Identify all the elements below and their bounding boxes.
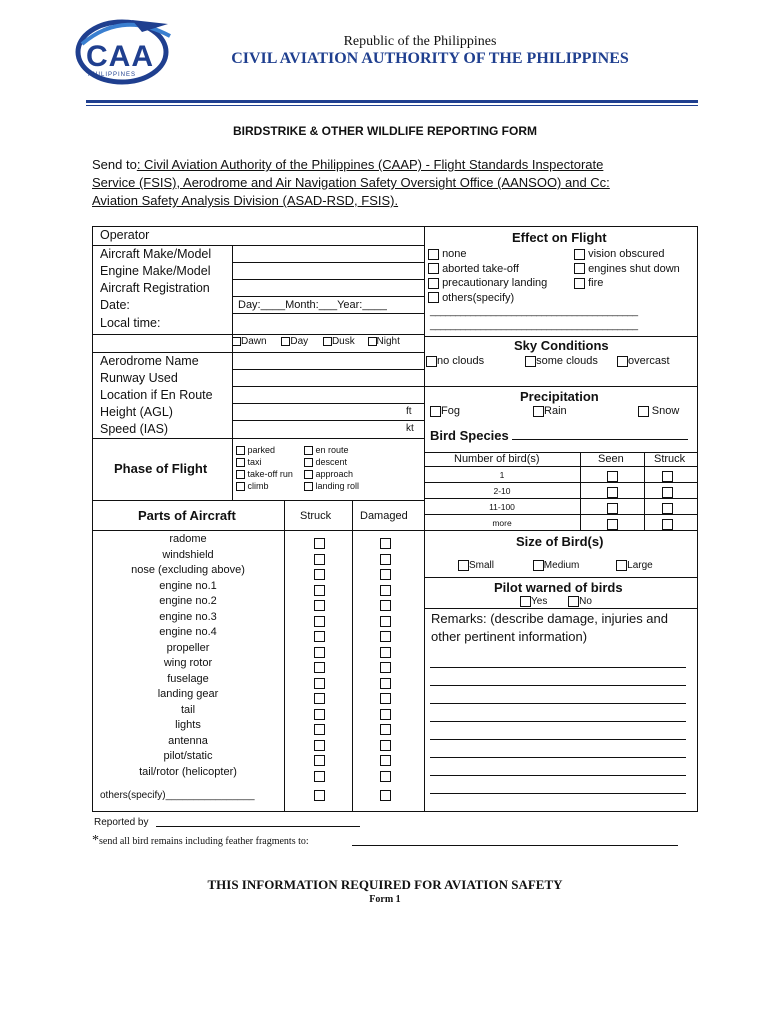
landing-roll-label: landing roll	[315, 481, 360, 491]
species-row-4: more	[492, 518, 512, 528]
sky-options	[426, 355, 670, 367]
damaged-checkbox[interactable]	[380, 678, 391, 689]
day-label: Day	[290, 336, 309, 347]
effect-engines-checkbox[interactable]	[574, 263, 585, 274]
struck-checkbox[interactable]	[314, 740, 325, 751]
pilot-options	[520, 596, 592, 607]
note-text: send all bird remains including feather fragments to:	[99, 836, 309, 847]
remains-address-input[interactable]	[352, 834, 678, 846]
logo-text: CAA	[86, 40, 154, 73]
night-checkbox[interactable]	[368, 337, 377, 346]
seen-checkbox[interactable]	[607, 519, 618, 530]
part-engine-1: engine no.1	[159, 579, 217, 592]
height-unit: ft	[406, 406, 412, 417]
remarks-line2: other pertinent information)	[431, 629, 588, 644]
struck-checkbox[interactable]	[314, 538, 325, 549]
part-radome: radome	[169, 533, 207, 545]
medium-label: Medium	[543, 560, 580, 572]
damaged-checkboxes	[380, 535, 394, 803]
effect-none-label: none	[442, 248, 467, 260]
time-options	[232, 336, 400, 347]
parts-list	[92, 532, 284, 780]
effect-blank-1[interactable]: _________________________________________	[430, 306, 638, 317]
damaged-checkbox[interactable]	[380, 693, 391, 704]
aerodrome-label: Aerodrome Name	[100, 354, 199, 368]
part-engine-4: engine no.4	[159, 626, 217, 638]
send-to-line1: : Civil Aviation Authority of the Philippines (CAAP) - Flight Standards Inspectorate	[136, 157, 604, 172]
engine-make-label: Engine Make/Model	[100, 264, 211, 278]
overcast-label: overcast	[627, 355, 670, 367]
species-input[interactable]	[512, 428, 688, 440]
effect-fire-checkbox[interactable]	[574, 278, 585, 289]
damaged-checkbox[interactable]	[380, 600, 391, 611]
effect-aborted-label: aborted take-off	[442, 262, 519, 275]
remains-note	[92, 833, 309, 849]
struck-checkbox[interactable]	[314, 755, 325, 766]
damaged-checkbox[interactable]	[380, 755, 391, 766]
effect-title: Effect on Flight	[512, 230, 607, 245]
en-route-label: en route	[315, 445, 349, 455]
effect-blank-2[interactable]: _________________________________________	[430, 320, 638, 331]
climb-checkbox[interactable]	[236, 482, 245, 491]
damaged-checkbox[interactable]	[380, 709, 391, 720]
effect-vision-checkbox[interactable]	[574, 249, 585, 260]
species-row-2: 2-10	[493, 486, 511, 496]
part-antenna: antenna	[168, 734, 208, 747]
damaged-checkbox[interactable]	[380, 724, 391, 735]
species-struck-checkbox[interactable]	[662, 487, 673, 498]
location-label: Location if En Route	[100, 388, 213, 402]
struck-checkbox[interactable]	[314, 693, 325, 704]
form-title: BIRDSTRIKE & OTHER WILDLIFE REPORTING FORM	[233, 124, 537, 138]
part-nose: nose (excluding above)	[131, 564, 245, 576]
damaged-checkbox[interactable]	[380, 740, 391, 751]
species-row-1: 1	[499, 470, 505, 480]
damaged-checkbox-others[interactable]	[380, 790, 391, 801]
taxi-checkbox[interactable]	[236, 458, 245, 467]
large-checkbox[interactable]	[616, 560, 627, 571]
some-clouds-label: some clouds	[536, 355, 598, 367]
species-row-3: 11-100	[489, 502, 515, 512]
parts-others-label: others(specify)________________	[100, 790, 255, 801]
header-rule-thin	[86, 105, 698, 106]
pilot-no-label: No	[579, 596, 592, 608]
parked-checkbox[interactable]	[236, 446, 245, 455]
part-pilot-static: pilot/static	[163, 750, 213, 762]
required-notice: THIS INFORMATION REQUIRED FOR AVIATION SAFETY	[207, 877, 563, 892]
struck-checkbox[interactable]	[314, 678, 325, 689]
size-title: Size of Bird(s)	[516, 534, 604, 549]
reported-by-label: Reported by	[94, 817, 149, 828]
damaged-checkbox[interactable]	[380, 554, 391, 565]
seen-header: Seen	[598, 453, 624, 465]
taxi-label: taxi	[247, 457, 262, 467]
landing-roll-checkbox[interactable]	[304, 482, 313, 491]
effect-col2	[574, 247, 680, 291]
seen-checkbox[interactable]	[607, 471, 618, 482]
effect-engines-label: engines shut down	[588, 262, 680, 275]
send-to-line2: Service (FSIS), Aerodrome and Air Navigation Safety Oversight Office (AANSOO) and Cc:	[92, 175, 610, 190]
no-clouds-label: no clouds	[437, 355, 485, 367]
struck-checkbox[interactable]	[314, 585, 325, 596]
operator-label: Operator	[100, 228, 150, 242]
parked-label: parked	[247, 445, 276, 455]
send-to-block	[92, 156, 692, 210]
form-number: Form 1	[369, 894, 401, 905]
struck-checkboxes	[314, 535, 328, 803]
height-label: Height (AGL)	[100, 405, 173, 419]
struck-checkbox[interactable]	[314, 709, 325, 720]
fog-label: Fog	[441, 405, 460, 417]
effect-others-label: others(specify)	[442, 291, 515, 304]
struck-checkbox[interactable]	[314, 569, 325, 580]
effect-aborted-checkbox[interactable]	[428, 263, 439, 274]
parts-title: Parts of Aircraft	[138, 508, 236, 523]
struck-checkbox[interactable]	[314, 554, 325, 565]
registration-label: Aircraft Registration	[100, 281, 210, 295]
species-struck-checkbox[interactable]	[662, 519, 673, 530]
phase-col1	[236, 444, 293, 492]
night-label: Night	[376, 336, 400, 347]
some-clouds-checkbox[interactable]	[525, 356, 536, 367]
struck-checkbox-others[interactable]	[314, 790, 325, 801]
no-clouds-checkbox[interactable]	[426, 356, 437, 367]
species-struck-checkboxes	[662, 468, 673, 532]
speed-label: Speed (IAS)	[100, 422, 169, 436]
descent-checkbox[interactable]	[304, 458, 313, 467]
damaged-checkbox[interactable]	[380, 585, 391, 596]
send-to-line3: Aviation Safety Analysis Division (ASAD-RSD, FSIS).	[92, 193, 399, 208]
damaged-checkbox[interactable]	[380, 569, 391, 580]
species-struck-checkbox[interactable]	[662, 471, 673, 482]
effect-vision-label: vision obscured	[588, 248, 665, 260]
date-value-field[interactable]: Day:____Month:___Year:____	[238, 299, 387, 311]
damaged-checkbox[interactable]	[380, 771, 391, 782]
republic-line: Republic of the Philippines	[343, 34, 497, 49]
part-tail: tail	[180, 703, 196, 716]
precip-title: Precipitation	[520, 389, 599, 404]
struck-checkbox[interactable]	[314, 647, 325, 658]
struck-checkbox[interactable]	[314, 600, 325, 611]
struck-col-header: Struck	[654, 453, 686, 465]
medium-checkbox[interactable]	[533, 560, 544, 571]
part-lights: lights	[175, 719, 201, 731]
dusk-label: Dusk	[331, 336, 355, 347]
pilot-title: Pilot warned of birds	[494, 580, 623, 595]
rain-label: Rain	[544, 405, 567, 417]
precip-options	[430, 405, 679, 417]
climb-label: climb	[247, 481, 269, 491]
struck-checkbox[interactable]	[314, 662, 325, 673]
rain-checkbox[interactable]	[533, 406, 544, 417]
struck-checkbox[interactable]	[314, 631, 325, 642]
damaged-checkbox[interactable]	[380, 631, 391, 642]
struck-checkbox[interactable]	[314, 771, 325, 782]
en-route-checkbox[interactable]	[304, 446, 313, 455]
effect-others-checkbox[interactable]	[428, 292, 439, 303]
header-rule	[86, 100, 698, 103]
species-title: Bird Species	[430, 428, 509, 443]
effect-col1	[428, 247, 547, 305]
damaged-checkbox[interactable]	[380, 538, 391, 549]
snow-label: Snow	[651, 405, 680, 417]
takeoff-run-checkbox[interactable]	[236, 470, 245, 479]
struck-checkbox[interactable]	[314, 724, 325, 735]
damaged-checkbox[interactable]	[380, 647, 391, 658]
part-fuselage: fuselage	[167, 672, 209, 685]
pilot-no-checkbox[interactable]	[568, 596, 579, 607]
sky-title: Sky Conditions	[514, 338, 609, 353]
takeoff-run-label: take-off run	[247, 469, 293, 479]
part-windshield: windshield	[162, 548, 214, 561]
damaged-checkbox[interactable]	[380, 662, 391, 673]
approach-checkbox[interactable]	[304, 470, 313, 479]
day-checkbox[interactable]	[281, 337, 290, 346]
phase-title: Phase of Flight	[114, 461, 208, 476]
descent-label: descent	[315, 457, 348, 467]
effect-none-checkbox[interactable]	[428, 249, 439, 260]
part-engine-3: engine no.3	[159, 610, 217, 623]
speed-unit: kt	[406, 423, 414, 434]
dawn-label: Dawn	[241, 336, 267, 347]
logo-subtext: PHILIPPINES	[88, 72, 137, 78]
date-label: Date:	[100, 298, 130, 312]
fog-checkbox[interactable]	[430, 406, 441, 417]
aircraft-make-label: Aircraft Make/Model	[100, 247, 212, 261]
dawn-checkbox[interactable]	[232, 337, 241, 346]
part-tail-rotor: tail/rotor (helicopter)	[139, 765, 237, 778]
send-to-prefix: Send to	[92, 157, 137, 172]
seen-checkbox[interactable]	[607, 503, 618, 514]
small-checkbox[interactable]	[458, 560, 469, 571]
large-label: Large	[627, 560, 653, 572]
species-struck-checkbox[interactable]	[662, 503, 673, 514]
remarks-line1: Remarks: (describe damage, injuries and	[431, 611, 668, 626]
number-header: Number of bird(s)	[454, 453, 540, 465]
small-label: Small	[469, 560, 495, 572]
part-landing-gear: landing gear	[157, 688, 219, 700]
dusk-checkbox[interactable]	[323, 337, 332, 346]
overcast-checkbox[interactable]	[617, 356, 628, 367]
struck-header: Struck	[300, 510, 332, 522]
runway-label: Runway Used	[100, 371, 178, 385]
caap-logo	[72, 14, 176, 88]
struck-checkbox[interactable]	[314, 616, 325, 627]
seen-checkboxes	[607, 468, 618, 532]
phase-col2	[304, 444, 359, 492]
part-propeller: propeller	[166, 641, 210, 654]
remarks-lines[interactable]	[430, 650, 686, 812]
part-wing-rotor: wing rotor	[163, 657, 213, 669]
effect-precautionary-checkbox[interactable]	[428, 278, 439, 289]
approach-label: approach	[315, 469, 354, 479]
size-options	[458, 560, 653, 571]
pilot-yes-checkbox[interactable]	[520, 596, 531, 607]
seen-checkbox[interactable]	[607, 487, 618, 498]
part-engine-2: engine no.2	[159, 595, 217, 607]
snow-checkbox[interactable]	[638, 406, 649, 417]
effect-fire-label: fire	[588, 277, 604, 289]
reported-by-input[interactable]	[156, 815, 360, 827]
local-time-label: Local time:	[100, 316, 161, 330]
pilot-yes-label: Yes	[531, 596, 548, 608]
damaged-header: Damaged	[360, 510, 408, 522]
damaged-checkbox[interactable]	[380, 616, 391, 627]
authority-title: CIVIL AVIATION AUTHORITY OF THE PHILIPPINES	[231, 50, 629, 67]
effect-precautionary-label: precautionary landing	[442, 277, 548, 289]
note-star: *	[92, 833, 99, 848]
